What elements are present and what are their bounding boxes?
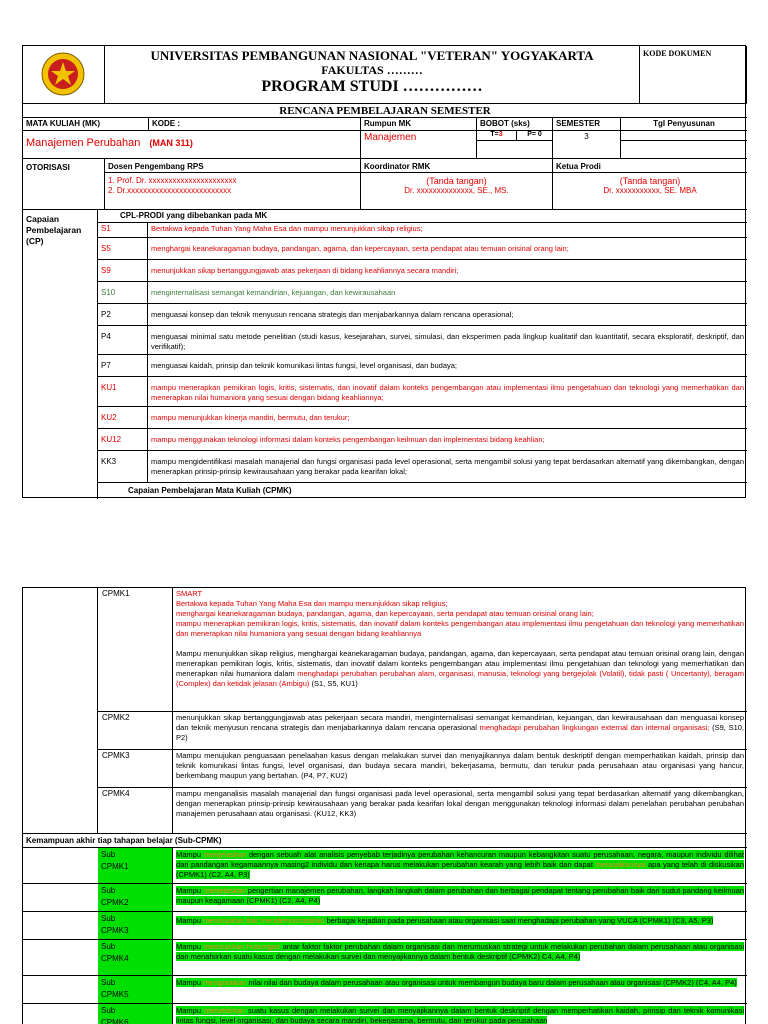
- cpmk3-text: Mampu menujukan penguasaan penelaahan kasus dengan melakukan survei dan menyajikannya dalam bentuk deskriptif dengan memperhatikan kaidah, prinsip dan teknik komunikasi lintas fungsi, level organisasi, dan budaya secara mandiri, bekerjasama, bermutu, dan terukur pada perusahaan atau organisasi yang hancur, berkembang maupun yang bertahan. (P4, P7, KU2): [173, 750, 747, 788]
- cpl-code-s5: S5: [98, 238, 148, 260]
- dosen-list: [105, 173, 361, 210]
- sub-cpmk6-a: Mampu: [176, 1006, 205, 1015]
- sub-cpmk6-verb: menafsirkan: [204, 1006, 245, 1015]
- tgl-label: Tgl Penyusunan: [621, 118, 747, 131]
- sub-cpmk1-c: apa yang telah di diskusikan (CPMK1) (C2, A4, P3): [176, 860, 744, 879]
- sub-cpmk3-code: [23, 912, 98, 940]
- sub-cpmk6-label: Sub CPMK6: [98, 1004, 173, 1024]
- sub-cpmk2-code: [23, 884, 98, 912]
- bobot-label: BOBOT (sks): [477, 118, 553, 131]
- cpmk2-red: menghadapi perubahan lingkungan external dan internal organisasi;: [479, 723, 710, 732]
- sub-cpmk6-b: suatu kasus dengan melakukan survei dan menyajikannya dalam bentuk deskriptif dengan memperhatikan kaidah, prinsip dan teknik komunikasi lintas fungsi, level organisasi, dan budaya secara mandiri, bekerjasama, bermutu, dan terukur pada perusahaan: [176, 1006, 745, 1024]
- cpmk2-text: [173, 712, 747, 750]
- sub-cpmk2-label: Sub CPMK2: [98, 884, 173, 912]
- mk-label: MATA KULIAH (MK): [23, 118, 149, 131]
- sub-cpmk2-b: pengertian manajemen perubahan, langkah langkah dalam perubahan dan berbagai pendapat tentang perubahan baik dari sudut pandang keilmuan maupun keagamaan (CPMK1) (C2, A4, P4): [176, 886, 745, 905]
- dosen-1: 1. Prof. Dr. xxxxxxxxxxxxxxxxxxxxxx: [108, 176, 237, 185]
- koord-name: Dr. xxxxxxxxxxxxxx, SE., MS.: [404, 186, 509, 195]
- semester-label: SEMESTER: [553, 118, 621, 131]
- sub-cpmk3-a: Mampu: [176, 916, 204, 925]
- sub-cpmk1-text: [173, 848, 747, 884]
- cpmk1-body-text: Mampu menunjukkan sikap religius, menghargai keanekaragaman budaya, pandangan, agama, dan kepercayaan, serta pendapat atau temuan orisinal orang lain, dengan menerapkan pemikiran logis, kritis, sistematis, dan inovatif dalam konteks pengembangan atau implementasi ilmu pengetahuan dan teknologi yang memerhatikan dan menerapkan nilai humaniora dalam: [176, 649, 744, 678]
- cpmk3-code: CPMK3: [98, 750, 173, 788]
- cpmk1-smart: SMART: [176, 589, 203, 598]
- university-logo-icon: [41, 52, 85, 96]
- cpl-code-ku2: KU2: [98, 407, 148, 429]
- sub-cpmk4-verb: menunjukan hubungan: [203, 942, 281, 951]
- cpl-text-p2: menguasai konsep dan teknik menyusun rencana strategis dan menjabarkannya dalam rencana operasional;: [148, 304, 747, 326]
- sub-cpmk5-b: nilai nilai dan budaya dalam perusahaan atau organisasi untuk membangun budaya baru dalam perusahaan atau organisasi (CPMK2) (C4, A4, P4): [246, 978, 737, 987]
- cpmk1-text: [173, 588, 747, 712]
- cpmk4-code: CPMK4: [98, 788, 173, 834]
- sub-cpmk3-text: [173, 912, 747, 940]
- cpl-text-ku2: mampu menunjukkan kinerja mandiri, bermutu, dan terukur;: [148, 407, 747, 429]
- sub-cpmk-header: Kemampuan akhir tiap tahapan belajar (Sub-CPMK): [23, 834, 747, 848]
- sub-cpmk5-text: [173, 976, 747, 1004]
- rps-header-table: [22, 45, 746, 498]
- cpl-text-p4: menguasai minimal satu metode penelitian (studi kasus, kesejarahan, survei, simulasi, dan eksperimen pada lingkup kualitatif dan kuantitatif, secara eksploratif, deskriptif, dan verifikatif);: [148, 326, 747, 355]
- sub-cpmk4-a: Mampu: [176, 942, 204, 951]
- faculty-name: FAKULTAS ………: [321, 63, 423, 77]
- cpmk2-body: menunjukkan sikap bertanggungjawab atas pekerjaan secara mandiri, menginternalisasi semangat kemandirian, kejuangan, dan kewirausahaan dan menguasai konsep dan teknik menyusun rencana strategis dan menjabarkannya dalam rencana operasional: [176, 713, 744, 732]
- cpl-text-s10: menginternalisasi semangat kemandirian, kejuangan, dan kewirausahaan: [148, 282, 747, 304]
- bobot-p: P= 0: [517, 131, 553, 141]
- sub-cpmk3-verb: menunjukan dan mendemontrasikan: [203, 916, 325, 925]
- rps-title: RENCANA PEMBELAJARAN SEMESTER: [23, 104, 747, 118]
- sub-cpmk4-code: [23, 940, 98, 976]
- bobot-t-value: 3: [498, 131, 503, 138]
- sub-cpmk2-verb: menjelaskan: [203, 886, 246, 895]
- sub-cpmk1-code: [23, 848, 98, 884]
- cpl-text-ku12: mampu menggunakan teknologi informasi dalam konteks pengembangan keilmuan dan implementasi bidang keahlian;: [148, 429, 747, 451]
- cpmk1-body: [176, 649, 744, 689]
- mk-name: Manajemen Perubahan: [26, 137, 141, 149]
- university-name: UNIVERSITAS PEMBANGUNAN NASIONAL "VETERAN" YOGYAKARTA: [150, 48, 594, 63]
- cpl-code-s10: S10: [98, 282, 148, 304]
- koord-ttd: (Tanda tangan): [426, 176, 487, 186]
- cpl-code-p2: P2: [98, 304, 148, 326]
- cpl-header: CPL-PRODI yang dibebankan pada MK: [120, 211, 268, 220]
- cpl-code-ku12: KU12: [98, 429, 148, 451]
- sub-cpmk5-verb: menguraikan: [203, 978, 247, 987]
- bobot-t-label: T=: [490, 131, 499, 138]
- semester-value: 3: [553, 131, 621, 159]
- kaprodi-ttd: (Tanda tangan): [619, 176, 681, 186]
- cpmk2-tail: (S9, S10, P2): [176, 723, 745, 742]
- sub-cpmk3-label: Sub CPMK3: [98, 912, 173, 940]
- sub-cpmk5-a: Mampu: [176, 978, 204, 987]
- mk-code: (MAN 311): [149, 138, 193, 148]
- title-block: [105, 46, 640, 104]
- logo-cell: [23, 46, 105, 104]
- tgl-value-2: [621, 141, 747, 159]
- sub-cpmk2-a: Mampu: [176, 886, 204, 895]
- cpl-text-s5: menghargai keanekaragaman budaya, pandangan, agama, dan kepercayaan, serta pendapat atau temuan orisinal orang lain;: [148, 238, 747, 260]
- cpl-code-kk3: KK3: [98, 451, 148, 483]
- sub-cpmk3-b: berbagai kejadian pada perusahaan atau organisasi saat menghadapi perubahan yang VUCA (CPMK1) (C3, A5, P3): [324, 916, 714, 925]
- cpl-text-ku1: mampu menerapkan pemikiran logis, kritis, sistematis, dan inovatif dalam konteks pengembangan atau implementasi ilmu pengetahuan dan teknologi yang memerhatikan dan menerapkan nilai humaniora yang sesuai dengan bidang keahliannya;: [148, 377, 747, 407]
- sub-cpmk1-label: Sub CPMK1: [98, 848, 173, 884]
- sub-cpmk1-verb2: menyajikannya: [595, 860, 646, 869]
- kaprodi-sign: [553, 173, 747, 210]
- cpl-code-s9: S9: [98, 260, 148, 282]
- mk-name-cell: [23, 131, 361, 159]
- cpmk-header: Capaian Pembelajaran Mata Kuliah (CPMK): [128, 486, 292, 495]
- cpmk2-code: CPMK2: [98, 712, 173, 750]
- cpl-code-s1: S1: [98, 222, 148, 238]
- cpl-code-p4: P4: [98, 326, 148, 355]
- sub-cpmk1-a: Mampu: [176, 850, 204, 859]
- cpl-code-p7: P7: [98, 355, 148, 377]
- sub-cpmk5-label: Sub CPMK5: [98, 976, 173, 1004]
- sub-cpmk4-b: antar faktor faktor perubahan dalam organisasi dan merumuskan strategi untuk melakukan perubahan dalam perusahaan atau organisasi dan menafsirkan suatu kasus dengan melakukan survei dan menyajikannya dalam bentuk deskriptif (CPMK2) C4, A4, P4): [176, 942, 744, 961]
- kaprodi-name: Dr. xxxxxxxxxxx, SE. MBA: [603, 186, 697, 195]
- sub-cpmk6-text: [173, 1004, 747, 1024]
- koord-label: Koordinator RMK: [361, 159, 553, 173]
- otorisasi-label: OTORISASI: [23, 159, 105, 210]
- cpl-text-s9: menunjukkan sikap bertanggungjawab atas pekerjaan di bidang keahliannya secara mandiri;: [148, 260, 747, 282]
- bobot-blank: [477, 141, 553, 159]
- cpl-code-ku1: KU1: [98, 377, 148, 407]
- sub-cpmk4-text: [173, 940, 747, 976]
- koord-sign: [361, 173, 553, 210]
- program-name: PROGRAM STUDI ……………: [261, 78, 483, 95]
- dosen-2: 2. Dr.xxxxxxxxxxxxxxxxxxxxxxxxxx: [108, 186, 232, 195]
- cpmk1-red: Bertakwa kepada Tuhan Yang Maha Esa dan mampu menunjukkan sikap religius; menghargai keanekaragaman budaya, pandangan, agama, dan kepercayaan, serta pendapat atau temuan orisinal orang lain; mampu menerapkan pemikiran logis, kritis, sistematis, dan inovatif dalam konteks pengembangan atau implementasi ilmu pengetahuan dan teknologi yang memerhatikan dan menerapkan nilai humaniora yang sesuai dengan bidang keahliannya: [176, 599, 744, 638]
- doc-code-label: KODE DOKUMEN: [640, 46, 747, 104]
- sub-cpmk2-text: [173, 884, 747, 912]
- dosen-label: Dosen Pengembang RPS: [105, 159, 361, 173]
- tgl-value-1: [621, 131, 747, 141]
- cpl-text-s1: Bertakwa kepada Tuhan Yang Maha Esa dan mampu menunjukkan sikap religius;: [148, 222, 747, 238]
- sub-cpmk4-label: Sub CPMK4: [98, 940, 173, 976]
- sub-cpmk5-code: [23, 976, 98, 1004]
- cp-label: Capaian Pembelajaran (CP): [23, 210, 98, 499]
- sub-cpmk6-code: [23, 1004, 98, 1024]
- sub-cpmk1-verb: menjelaskan: [203, 850, 246, 859]
- cpl-text-p7: menguasai kaidah, prinsip dan teknik komunikasi lintas fungsi, level organisasi, dan budaya;: [148, 355, 747, 377]
- cp-label-continued: [23, 588, 98, 834]
- cpmk1-code: CPMK1: [98, 588, 173, 712]
- cpl-text-kk3: mampu mengidentifikasi masalah manajerial dan fungsi organisasi pada level operasional, serta mengambil solusi yang tepat berdasarkan alternatif yang dikembangkan, dengan menerapkan prinsip-prinsip kewirausahaan yang berakar pada kearifan lokal;: [148, 451, 747, 483]
- cpmk1-tail: (S1, S5, KU1): [309, 679, 358, 688]
- kode-label: KODE :: [149, 118, 361, 131]
- cpmk4-text: mampu menganalisis masalah manajerial dan fungsi organisasi pada level operasional, serta mengambil solusi yang tepat berdasarkan alternatif yang dikembangkan, dengan menerapkan prinsip-prinsip kewirausahaan yang berakar pada kearifan lokal dengan menggunakan teknologi informasi dalam penelahan perubahan perubahan manajemen perusahaan atau organisasi. (KU12, KK3): [173, 788, 747, 834]
- kaprodi-label: Ketua Prodi: [553, 159, 747, 173]
- rumpun-label: Rumpun MK: [361, 118, 477, 131]
- cpmk-table: [22, 587, 746, 1024]
- cpmk1-red2: menghadapi perubahan perubahan alam, organisasi, manusia, teknologi yang bergejolak (Volatil), tidak pasti ( Uncertanty), beragam (Complex) dan ketidak jelasan (Ambigu): [176, 669, 744, 688]
- rumpun-value: Manajemen: [361, 131, 477, 159]
- sub-cpmk1-b: dengan sebuah alat analisis penyebab terjadinya perubahan kehancuran maupun kebangkitan suatu perusahaan, negara, maupun individu dilihat dari pandangan kegamaannya masing2 individu dan kenapa harus melakukan perubahan kearah yang lebih baik dan dapat: [176, 850, 744, 869]
- bobot-t: [477, 131, 517, 141]
